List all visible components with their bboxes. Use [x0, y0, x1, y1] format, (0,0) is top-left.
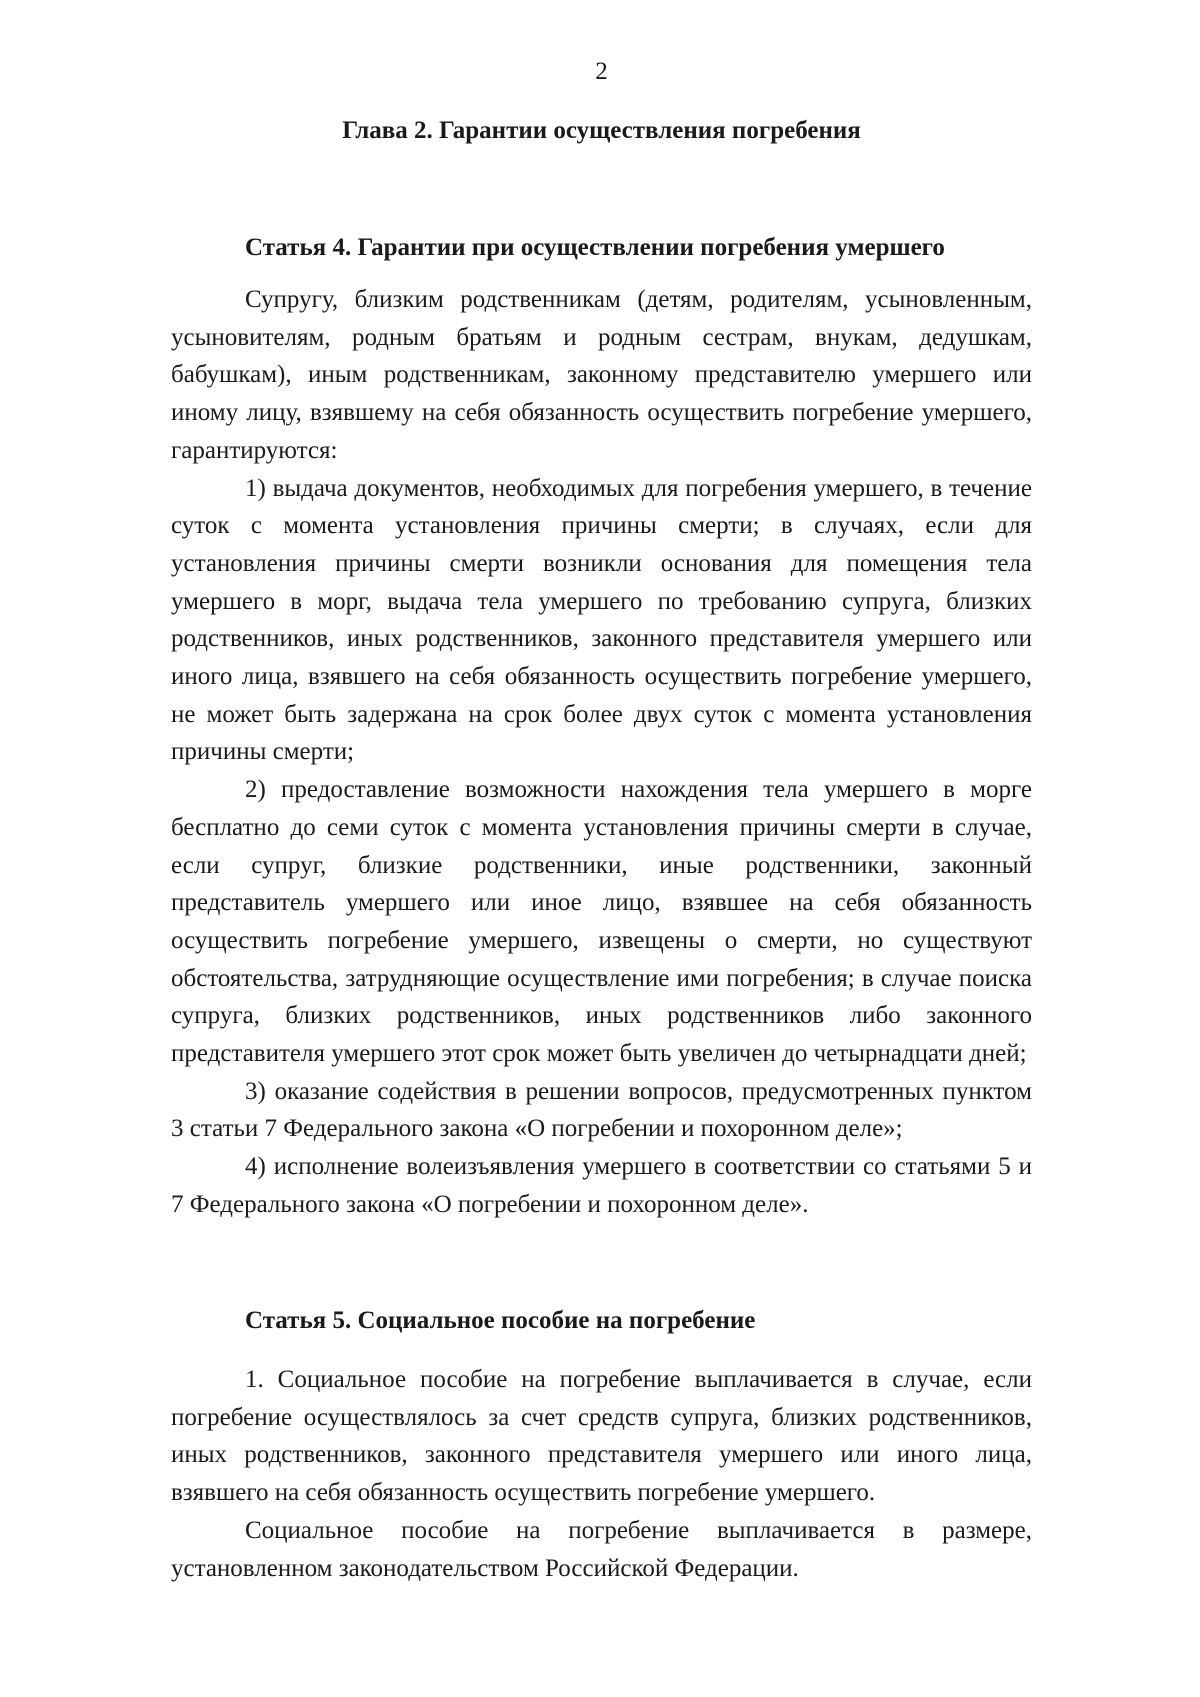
paragraph-item-3: 3) оказание содействия в решении вопросов, предусмотренных пунктом 3 статьи 7 Федерального закона «О погребении и похоронном деле»; [171, 1077, 1032, 1143]
chapter-title: Глава 2. Гарантии осуществления погребения [342, 117, 861, 144]
article-4 [171, 231, 1032, 1224]
article-5 [171, 1304, 1032, 1587]
paragraph-intro: Супругу, близким родственникам (детям, родителям, усыновленным, усыновителям, родным братьям и родным сестрам, внукам, дедушкам, бабушкам), иным родственникам, законному представителю умершего или иному лицу, взявшему на себя обязанность осуществить погребение умершего, гарантируются: [171, 286, 1032, 464]
paragraph-item-1: 1. Социальное пособие на погребение выплачивается в случае, если погребение осуществлялось за счет средств супруга, близких родственников, иных родственников, законного представителя умершего или иного лица, взявшего на себя обязанность осуществить погребение умершего. [171, 1366, 1032, 1507]
article-body [171, 281, 1032, 1224]
document-page [171, 0, 1032, 1697]
paragraph-item-1: 1) выдача документов, необходимых для погребения умершего, в течение суток с момента установления причины смерти; в случаях, если для установления причины смерти возникли основания для помещения тела умершего в морг, выдача тела умершего по требованию супруга, близких родственников, иных родственников, законного представителя умершего или иного лица, взявшего на себя обязанность осуществить погребение умершего, не может быть задержана на срок более двух суток с момента установления причины смерти; [171, 474, 1032, 766]
article-heading: Статья 5. Социальное пособие на погребение [245, 1307, 756, 1334]
paragraph-item-4: 4) исполнение волеизъявления умершего в соответствии со статьями 5 и 7 Федерального закона «О погребении и похоронном деле». [171, 1153, 1032, 1218]
paragraph-item-2: 2) предоставление возможности нахождения тела умершего в морге бесплатно до семи суток с момента установления причины смерти в случае, если супруг, близкие родственники, иные родственники, законный представитель умершего или иное лицо, взявшее на себя обязанность осуществить погребение умершего, извещены о смерти, но существуют обстоятельства, затрудняющие осуществление ими погребения; в случае поиска супруга, близких родственников, иных родственников либо законного представителя умершего этот срок может быть увеличен до четырнадцати дней; [171, 776, 1032, 1068]
page-number: 2 [595, 58, 608, 85]
article-heading: Статья 4. Гарантии при осуществлении погребения умершего [245, 234, 945, 261]
paragraph-amount: Социальное пособие на погребение выплачивается в размере, установленном законодательством Российской Федерации. [171, 1516, 1032, 1582]
article-body [171, 1361, 1032, 1587]
